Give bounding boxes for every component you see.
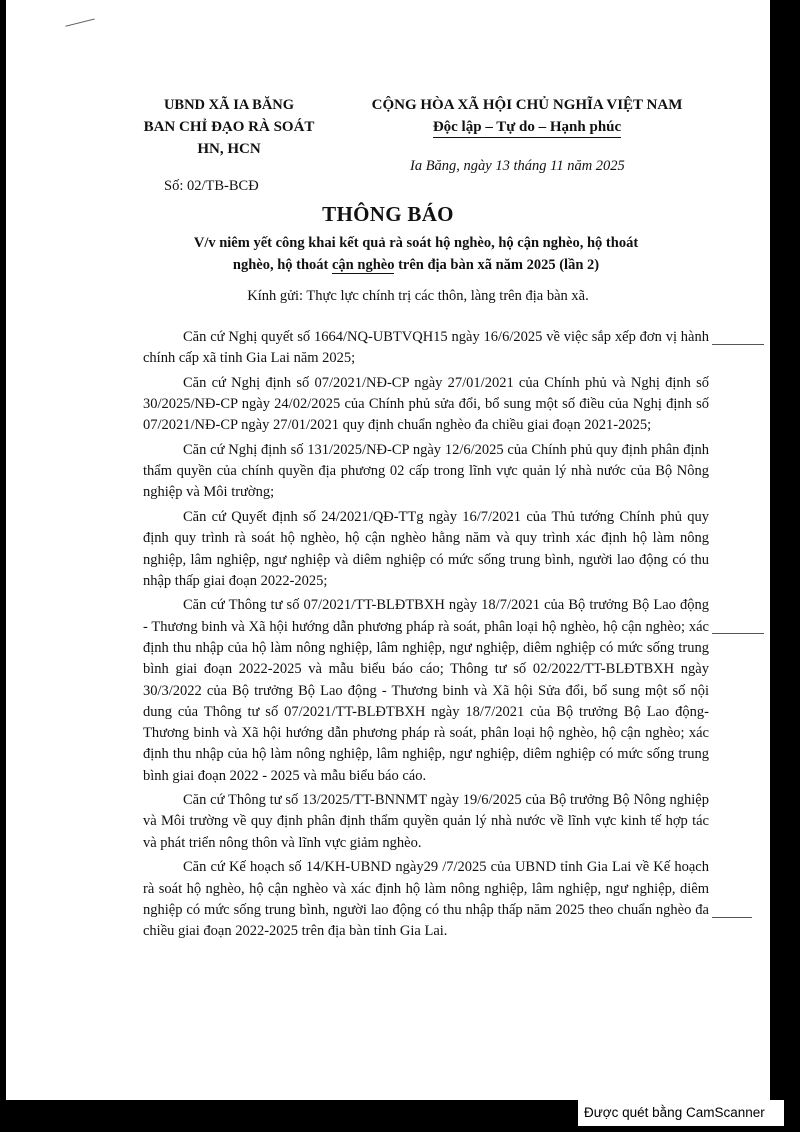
camscanner-watermark: Được quét bằng CamScanner — [578, 1100, 784, 1126]
paragraph: Căn cứ Nghị định số 07/2021/NĐ-CP ngày 27/01/2021 của Chính phủ và Nghị định số 30/2025/NĐ-CP ngày 24/02/2025 của Chính phủ sửa đổi, bổ sung một số điều của Nghị định số 07/2021/NĐ-CP ngày 27/01/2021 quy định chuẩn nghèo đa chiều giai đoạn 2021-2025; — [143, 374, 709, 434]
recipient-line: Kính gửi: Thực lực chính trị các thôn, làng trên địa bàn xã. — [247, 288, 589, 304]
scan-mark — [712, 633, 764, 634]
document-body — [143, 327, 709, 946]
agency-line-3: HN, HCN — [197, 141, 261, 157]
national-heading — [342, 94, 712, 138]
issuing-agency — [114, 94, 344, 160]
document-title: THÔNG BÁO — [322, 202, 454, 226]
subject-line-2-part-c: trên địa bàn xã năm 2025 (lần 2) — [394, 257, 600, 273]
scan-mark — [65, 19, 96, 35]
paragraph: Căn cứ Nghị quyết số 1664/NQ-UBTVQH15 ngày 16/6/2025 về việc sắp xếp đơn vị hành chính cấp xã tỉnh Gia Lai năm 2025; — [143, 329, 709, 367]
paragraph: Căn cứ Thông tư số 07/2021/TT-BLĐTBXH ngày 18/7/2021 của Bộ trưởng Bộ Lao động - Thương binh và Xã hội hướng dẫn phương pháp rà soát, phân loại hộ nghèo, hộ cận nghèo; xác định thu nhập của hộ làm nông nghiệp, lâm nghiệp, ngư nghiệp, diêm nghiệp có mức sống trung bình giai đoạn 2022-2025 và mẫu biểu báo cáo; Thông tư số 02/2022/TT-BLĐTBXH ngày 30/3/2022 của Bộ trưởng Bộ Lao động - Thương binh và Xã hội Sửa đổi, bổ sung một số nội dung của Thông tư số 07/2021/TT-BLĐTBXH ngày 18/7/2021 của Bộ trưởng Bộ Lao động- Thương binh và Xã hội hướng dẫn phương pháp rà soát, phân loại hộ nghèo, hộ cận nghèo; xác định thu nhập của hộ làm nông nghiệp, lâm nghiệp, ngư nghiệp, diêm nghiệp có mức sống trung bình giai đoạn 2022 - 2025 và mẫu biểu báo cáo. — [143, 597, 709, 784]
document-subject — [146, 232, 686, 276]
scan-mark — [712, 917, 752, 918]
subject-line-1: V/v niêm yết công khai kết quả rà soát hộ nghèo, hộ cận nghèo, hộ thoát — [193, 235, 639, 251]
subject-line-2-underlined: cận nghèo — [332, 257, 395, 273]
paragraph: Căn cứ Kế hoạch số 14/KH-UBND ngày29 /7/2025 của UBND tỉnh Gia Lai về Kế hoạch rà soát hộ nghèo, hộ cận nghèo và xác định hộ làm nông nghiệp, lâm nghiệp, ngư nghiệp, diêm nghiệp có mức sống trung bình, người lao động có thu nhập thấp năm 2025 theo chuẩn nghèo đa chiều giai đoạn 2022-2025 trên địa bàn tỉnh Gia Lai. — [143, 859, 709, 940]
paragraph: Căn cứ Thông tư số 13/2025/TT-BNNMT ngày 19/6/2025 của Bộ trưởng Bộ Nông nghiệp và Môi trường về quy định phân định thẩm quyền quản lý nhà nước về lĩnh vực kinh tế hợp tác và phát triển nông thôn và lĩnh vực giảm nghèo. — [143, 792, 709, 851]
national-title: CỘNG HÒA XÃ HỘI CHỦ NGHĨA VIỆT NAM — [371, 97, 683, 113]
agency-line-1: UBND XÃ IA BĂNG — [163, 97, 295, 113]
document-page — [6, 0, 770, 1100]
agency-line-2: BAN CHỈ ĐẠO RÀ SOÁT — [143, 119, 315, 135]
paragraph: Căn cứ Nghị định số 131/2025/NĐ-CP ngày 12/6/2025 của Chính phủ quy định phân định thẩm quyền của chính quyền địa phương 02 cấp trong lĩnh vực quản lý nhà nước của Bộ Nông nghiệp và Môi trường; — [143, 441, 709, 501]
scan-mark — [712, 344, 764, 345]
document-date: Ia Băng, ngày 13 tháng 11 năm 2025 — [410, 158, 625, 174]
subject-line-2 — [146, 254, 686, 276]
subject-line-2-part-a: nghèo, hộ thoát — [232, 257, 332, 273]
document-number: Số: 02/TB-BCĐ — [164, 178, 259, 194]
paragraph: Căn cứ Quyết định số 24/2021/QĐ-TTg ngày 16/7/2021 của Thủ tướng Chính phủ quy định quy trình rà soát hộ nghèo, hộ cận nghèo hằng năm và quy trình xác định hộ làm nông nghiệp, lâm nghiệp, ngư nghiệp và diêm nghiệp có mức sống trung bình, người lao động có thu nhập thấp giai đoạn 2022-2025; — [143, 508, 709, 589]
national-motto: Độc lập – Tự do – Hạnh phúc — [433, 117, 621, 138]
